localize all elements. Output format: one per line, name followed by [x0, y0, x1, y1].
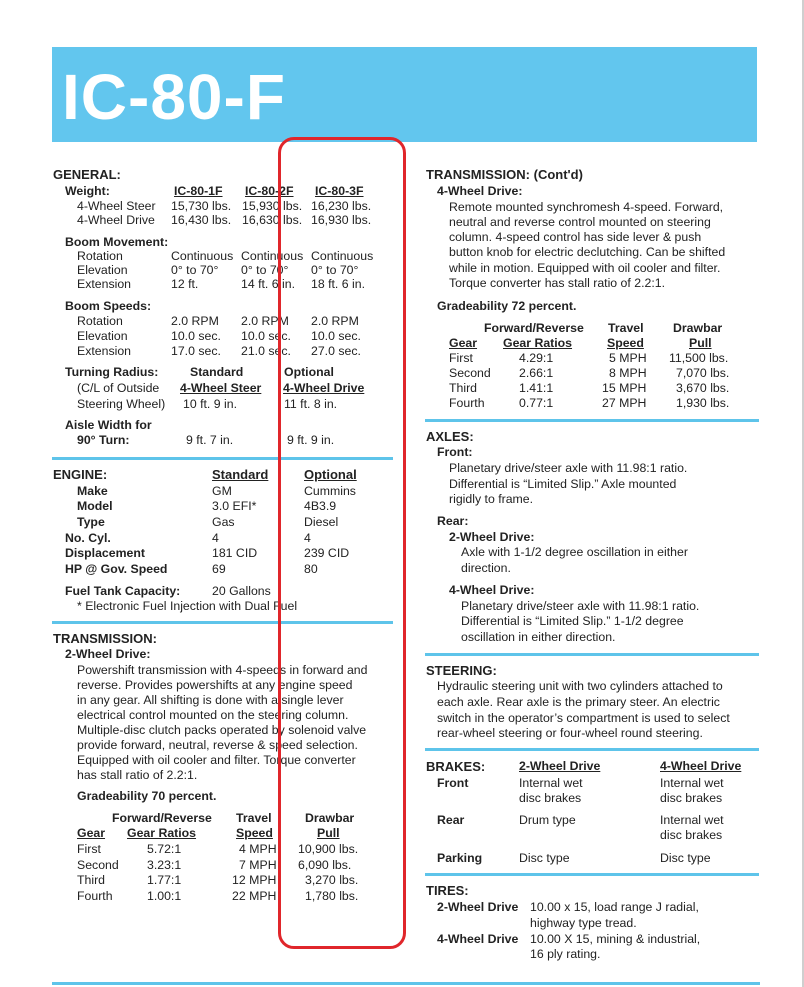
axles-rear-4wd-label: 4-Wheel Drive: — [449, 583, 535, 597]
section-divider — [425, 748, 759, 751]
engine-std-value: 181 CID — [212, 546, 258, 560]
brakes-value: disc brakes — [519, 791, 582, 805]
speed-row-label: Elevation — [77, 329, 128, 343]
aisle-opt-value: 9 ft. 9 in. — [287, 433, 335, 447]
steering-heading: STEERING: — [426, 663, 497, 678]
turning-std-value: 10 ft. 9 in. — [183, 397, 238, 411]
transmission-text-line: neutral and reverse control mounted on steering — [449, 215, 711, 229]
engine-std-value: 69 — [212, 562, 226, 576]
boom-row-label: Elevation — [77, 263, 128, 277]
axles-front-label: Front: — [437, 445, 473, 459]
steering-text-line: switch in the operator’s compartment is used to select — [437, 711, 730, 725]
speed-value: 17.0 sec. — [171, 344, 221, 358]
speed-value: 10.0 sec. — [171, 329, 221, 343]
brakes-rear-label: Rear — [437, 813, 465, 827]
gear-speed: 8 MPH — [609, 366, 647, 380]
transmission-2wd-label: 2-Wheel Drive: — [65, 647, 151, 661]
model-2f: IC-80-2F — [245, 184, 294, 198]
engine-optional: Optional — [304, 467, 357, 482]
transmission-text-line: while in motion. Equipped with oil cooler and filter. — [449, 261, 721, 275]
transmission-text-line: Powershift transmission with 4-speeds in forward and — [77, 663, 368, 677]
turning-4wd: 4-Wheel Drive — [283, 381, 365, 395]
brakes-value: Disc type — [519, 851, 570, 865]
transmission-cont-heading: TRANSMISSION: (Cont'd) — [426, 167, 583, 182]
axles-text-line: Planetary drive/steer axle with 11.98:1 ratio. — [461, 599, 700, 613]
turning-4ws: 4-Wheel Steer — [180, 381, 262, 395]
gear-pull: 1,930 lbs. — [676, 396, 730, 410]
weight-value: 15,730 lbs. — [171, 199, 232, 213]
brakes-value: disc brakes — [660, 828, 723, 842]
tires-text-line: 16 ply rating. — [530, 947, 601, 961]
tires-text-line: highway type tread. — [530, 916, 637, 930]
brakes-value: disc brakes — [660, 791, 723, 805]
boom-value: 14 ft. 6 in. — [241, 277, 296, 291]
engine-opt-value: 239 CID — [304, 546, 350, 560]
weight-value: 16,630 lbs. — [242, 213, 303, 227]
tires-4wd-label: 4-Wheel Drive — [437, 932, 519, 946]
gear-pull: 10,900 lbs. — [298, 842, 359, 856]
engine-opt-value: 4 — [304, 531, 311, 545]
speed-value: 21.0 sec. — [241, 344, 291, 358]
brakes-heading: BRAKES: — [426, 759, 486, 774]
section-divider — [425, 653, 759, 656]
engine-std-value: Gas — [212, 515, 235, 529]
brakes-value: Internal wet — [660, 776, 724, 790]
turning-note: (C/L of Outside — [77, 381, 160, 395]
gear-name: First — [77, 842, 101, 856]
speed-row-label: Extension — [77, 344, 132, 358]
brakes-value: Disc type — [660, 851, 711, 865]
axles-rear-2wd-label: 2-Wheel Drive: — [449, 530, 535, 544]
gear-ratio: 1.77:1 — [147, 873, 182, 887]
gear-name: Second — [449, 366, 491, 380]
aisle-std-value: 9 ft. 7 in. — [186, 433, 234, 447]
speed-value: 10.0 sec. — [241, 329, 291, 343]
gear-ratio: 2.66:1 — [519, 366, 554, 380]
boom-row-label: Extension — [77, 277, 132, 291]
engine-std-value: GM — [212, 484, 232, 498]
gear-speed: 7 MPH — [239, 858, 277, 872]
col-drawbar: Drawbar — [305, 811, 355, 825]
boom-value: Continuous — [241, 249, 304, 263]
section-divider — [425, 873, 759, 876]
engine-std-value: 4 — [212, 531, 219, 545]
steering-text-line: each axle. Rear axle is the primary steer. An electric — [437, 695, 720, 709]
engine-opt-value: 80 — [304, 562, 318, 576]
brakes-value: Drum type — [519, 813, 576, 827]
boom-value: 0° to 70° — [241, 263, 289, 277]
gear-pull: 6,090 lbs. — [298, 858, 352, 872]
page-title: IC-80-F — [62, 61, 286, 133]
transmission-heading: TRANSMISSION: — [53, 631, 157, 646]
gear-ratio: 1.00:1 — [147, 889, 182, 903]
gear-name: Third — [77, 873, 106, 887]
boom-value: 0° to 70° — [171, 263, 219, 277]
gear-ratio: 4.29:1 — [519, 351, 554, 365]
speed-value: 2.0 RPM — [171, 314, 219, 328]
weight-row-label: 4-Wheel Steer — [77, 199, 156, 213]
transmission-text-line: column. 4-speed control has side lever & push — [449, 230, 702, 244]
col-drawbar: Drawbar — [673, 321, 723, 335]
axles-text-line: Axle with 1-1/2 degree oscillation in either — [461, 545, 688, 559]
weight-row-label: 4-Wheel Drive — [77, 213, 155, 227]
section-divider — [425, 419, 759, 422]
transmission-text-line: has stall ratio of 2.2:1. — [77, 768, 198, 782]
aisle-width-label: Aisle Width for — [65, 418, 152, 432]
gear-pull: 7,070 lbs. — [676, 366, 730, 380]
axles-text-line: Differential is “Limited Slip.” Axle mounted — [449, 477, 677, 491]
turning-opt-value: 11 ft. 8 in. — [284, 397, 338, 411]
brakes-value: Internal wet — [519, 776, 583, 790]
turning-optional: Optional — [284, 365, 334, 379]
fuel-tank-label: Fuel Tank Capacity: — [65, 584, 181, 598]
model-3f: IC-80-3F — [315, 184, 364, 198]
fuel-tank-value: 20 Gallons — [212, 584, 271, 598]
gear-name: Fourth — [449, 396, 485, 410]
gear-pull: 3,670 lbs. — [676, 381, 730, 395]
brakes-col-4wd: 4-Wheel Drive — [660, 759, 742, 773]
gear-speed: 5 MPH — [609, 351, 647, 365]
transmission-4wd-label: 4-Wheel Drive: — [437, 184, 523, 198]
tires-heading: TIRES: — [426, 883, 469, 898]
transmission-text-line: button knob for electric declutching. Can be shifted — [449, 245, 726, 259]
axles-rear-label: Rear: — [437, 514, 469, 528]
engine-row-label: Type — [77, 515, 105, 529]
col-gear-ratios: Gear Ratios — [503, 336, 573, 350]
brakes-col-2wd: 2-Wheel Drive — [519, 759, 601, 773]
speed-value: 27.0 sec. — [311, 344, 361, 358]
engine-row-label: No. Cyl. — [65, 531, 111, 545]
steering-text-line: Hydraulic steering unit with two cylinders attached to — [437, 679, 723, 693]
aisle-turn-label: 90° Turn: — [77, 433, 130, 447]
transmission-text-line: Remote mounted synchromesh 4-speed. Forward, — [449, 200, 724, 214]
gradeability-70: Gradeability 70 percent. — [77, 789, 217, 803]
speed-value: 2.0 RPM — [241, 314, 289, 328]
gear-ratio: 0.77:1 — [519, 396, 554, 410]
general-heading: GENERAL: — [53, 167, 121, 182]
boom-value: 0° to 70° — [311, 263, 359, 277]
col-travel: Travel — [608, 321, 644, 335]
transmission-text-line: electrical control mounted on the steering column. — [77, 708, 349, 722]
col-forward-reverse: Forward/Reverse — [484, 321, 584, 335]
col-speed: Speed — [607, 336, 644, 350]
boom-speeds-label: Boom Speeds: — [65, 299, 152, 313]
footer-divider — [52, 982, 760, 985]
gear-pull: 3,270 lbs. — [305, 873, 359, 887]
gear-pull: 11,500 lbs. — [669, 351, 729, 365]
boom-value: Continuous — [311, 249, 374, 263]
engine-opt-value: Cummins — [304, 484, 356, 498]
brakes-parking-label: Parking — [437, 851, 483, 865]
speed-row-label: Rotation — [77, 314, 123, 328]
gradeability-72: Gradeability 72 percent. — [437, 299, 577, 313]
tires-text-line: 10.00 X 15, mining & industrial, — [530, 932, 701, 946]
axles-text-line: direction. — [461, 561, 511, 575]
speed-value: 2.0 RPM — [311, 314, 359, 328]
col-pull: Pull — [689, 336, 712, 350]
gear-speed: 27 MPH — [602, 396, 647, 410]
gear-speed: 15 MPH — [602, 381, 647, 395]
transmission-text-line: in any gear. All shifting is done with a single lever — [77, 693, 344, 707]
gear-name: Second — [77, 858, 119, 872]
transmission-text-line: Multiple-disc clutch packs operated by solenoid valve — [77, 723, 367, 737]
gear-speed: 22 MPH — [232, 889, 277, 903]
axles-heading: AXLES: — [426, 429, 474, 444]
gear-speed: 4 MPH — [239, 842, 277, 856]
weight-value: 15,930 lbs. — [242, 199, 303, 213]
engine-opt-value: 4B3.9 — [304, 499, 337, 513]
gear-speed: 12 MPH — [232, 873, 277, 887]
gear-name: First — [449, 351, 473, 365]
weight-value: 16,230 lbs. — [311, 199, 372, 213]
transmission-text-line: reverse. Provides powershifts at any engine speed — [77, 678, 353, 692]
engine-row-label: Model — [77, 499, 113, 513]
turning-radius-label: Turning Radius: — [65, 365, 159, 379]
boom-value: 12 ft. — [171, 277, 199, 291]
axles-text-line: oscillation in either direction. — [461, 630, 616, 644]
engine-opt-value: Diesel — [304, 515, 339, 529]
boom-row-label: Rotation — [77, 249, 123, 263]
transmission-text-line: provide forward, neutral, reverse & speed selection. — [77, 738, 358, 752]
model-1f: IC-80-1F — [174, 184, 223, 198]
engine-std-value: 3.0 EFI* — [212, 499, 257, 513]
boom-value: Continuous — [171, 249, 234, 263]
col-travel: Travel — [236, 811, 272, 825]
engine-heading: ENGINE: — [53, 467, 108, 482]
gear-pull: 1,780 lbs. — [305, 889, 359, 903]
brakes-front-label: Front — [437, 776, 469, 790]
brakes-value: Internal wet — [660, 813, 724, 827]
axles-text-line: Differential is “Limited Slip.” 1-1/2 degree — [461, 614, 684, 628]
engine-row-label: Make — [77, 484, 108, 498]
gear-name: Fourth — [77, 889, 113, 903]
engine-footnote: * Electronic Fuel Injection with Dual Fuel — [77, 599, 298, 613]
engine-standard: Standard — [212, 467, 269, 482]
col-gear-ratios: Gear Ratios — [127, 826, 197, 840]
highlight-box — [278, 137, 406, 949]
tires-2wd-label: 2-Wheel Drive — [437, 900, 519, 914]
weight-label: Weight: — [65, 184, 110, 198]
tires-text-line: 10.00 x 15, load range J radial, — [530, 900, 699, 914]
col-gear: Gear — [77, 826, 106, 840]
turning-note: Steering Wheel) — [77, 397, 166, 411]
turning-standard: Standard — [190, 365, 244, 379]
gear-name: Third — [449, 381, 478, 395]
boom-value: 18 ft. 6 in. — [311, 277, 366, 291]
weight-value: 16,430 lbs. — [171, 213, 232, 227]
col-forward-reverse: Forward/Reverse — [112, 811, 212, 825]
col-gear: Gear — [449, 336, 478, 350]
gear-ratio: 1.41:1 — [519, 381, 554, 395]
speed-value: 10.0 sec. — [311, 329, 361, 343]
steering-text-line: rear-wheel steering or four-wheel round steering. — [437, 726, 703, 740]
engine-row-label: Displacement — [65, 546, 145, 560]
axles-text-line: Planetary drive/steer axle with 11.98:1 ratio. — [449, 461, 688, 475]
weight-value: 16,930 lbs. — [311, 213, 372, 227]
boom-movement-label: Boom Movement: — [65, 235, 169, 249]
transmission-text-line: Torque converter has stall ratio of 2.2:1. — [449, 276, 665, 290]
transmission-text-line: Equipped with oil cooler and filter. Torque converter — [77, 753, 356, 767]
gear-ratio: 3.23:1 — [147, 858, 182, 872]
col-pull: Pull — [317, 826, 340, 840]
engine-row-label: HP @ Gov. Speed — [65, 562, 168, 576]
axles-text-line: rigidly to frame. — [449, 492, 534, 506]
col-speed: Speed — [236, 826, 273, 840]
gear-ratio: 5.72:1 — [147, 842, 182, 856]
